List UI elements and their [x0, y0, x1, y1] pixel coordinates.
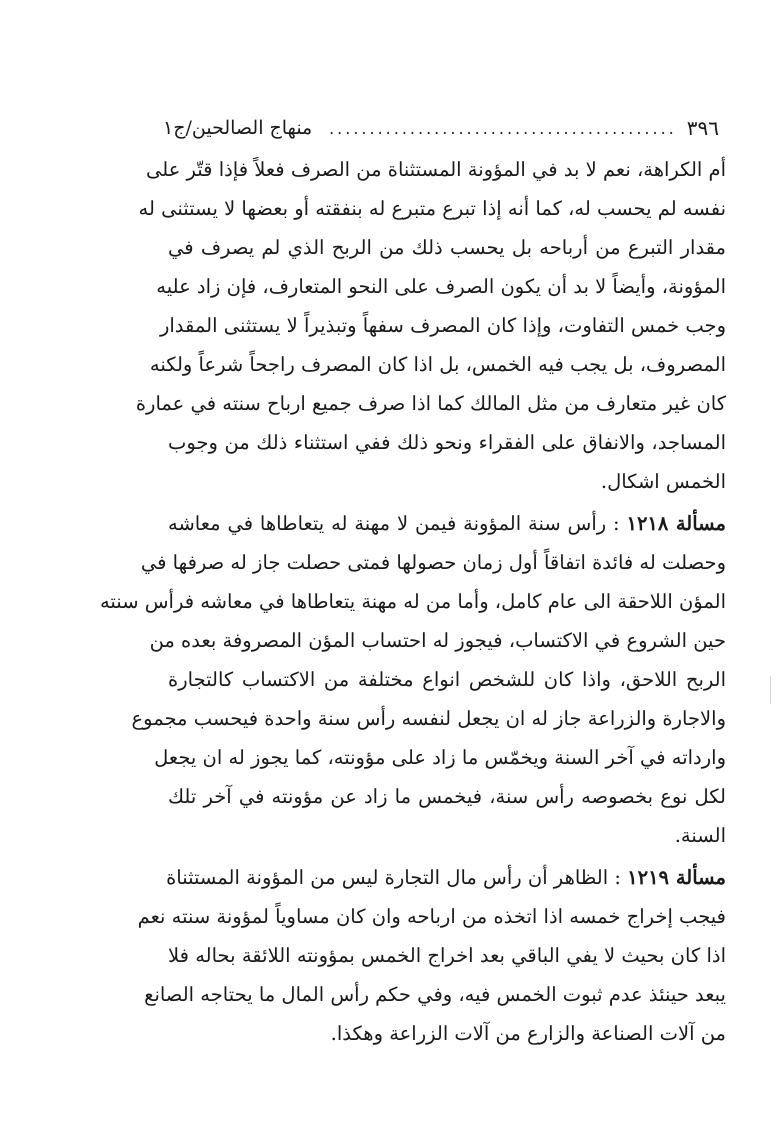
text-line: اذا كان بحيث لا يفي الباقي بعد اخراج الخمس بمؤونته اللائقة بحاله فلا [168, 944, 726, 967]
text-line: والاجارة والزراعة جاز له ان يجعل لنفسه رأس سنة واحدة فيحسب مجموع [131, 707, 726, 730]
text-line: يبعد حينئذ عدم ثبوت الخمس فيه، وفي حكم رأس المال ما يحتاجه الصانع [144, 983, 726, 1006]
text-line: الخمس اشكال. [600, 470, 726, 493]
text-line: حين الشروع في الاكتساب، فيجوز له احتساب المؤن المصروفة بعده من [149, 629, 726, 652]
text-line: مسألة ١٢١٨ : رأس سنة المؤونة فيمن لا مهنة له يتعاطاها في معاشه [168, 512, 727, 535]
text-line: أم الكراهة، نعم لا بد في المؤونة المستثناة من الصرف فعلاً فإذا قتّر على [146, 158, 726, 181]
header-leader-dots: ........................................... [329, 118, 677, 138]
page-number: ٣٩٦ [686, 116, 719, 140]
text-line: مسألة ١٢١٩ : الظاهر أن رأس مال التجارة ليس من المؤونة المستثناة [166, 866, 726, 889]
text-line: كان غير متعارف من مثل المالك كما اذا صرف جميع ارباح سنته في عمارة [135, 392, 726, 415]
text-line: المؤن اللاحقة الى عام كامل، وأما من له مهنة يتعاطاها في معاشه فرأس سنته [99, 590, 726, 613]
text-line: وارداته في آخر السنة ويخمّس ما زاد على مؤونته، كما يجوز له ان يجعل [154, 746, 726, 769]
text-line: من آلات الصناعة والزارع من آلات الزراعة وهكذا. [330, 1022, 726, 1045]
text-line: المساجد، والانفاق على الفقراء ونحو ذلك ففي استثناء ذلك من وجوب [168, 431, 726, 454]
paragraph [135, 150, 726, 501]
paragraph-issue-1219 [137, 858, 726, 1053]
text-line: وجب خمس التفاوت، وإذا كان المصرف سفهاً وتبذيراً لا يستثنى المقدار [159, 314, 726, 337]
issue-heading: مسألة ١٢١٨ [626, 512, 727, 535]
book-title: منهاج الصالحين/ج١ [163, 117, 313, 139]
text-line: فيجب إخراج خمسه اذا اتخذه من ارباحه وان كان مساوياً لمؤونة سنته نعم [137, 905, 726, 928]
paragraph-issue-1218 [99, 504, 727, 855]
body-text [99, 150, 727, 1053]
text-line: الربح اللاحق، واذا كان للشخص انواع مختلفة من الاكتساب كالتجارة [168, 668, 726, 691]
text-line: وحصلت له فائدة اتفاقاً أول زمان حصولها فمتى حصلت جاز له صرفها في [140, 551, 726, 574]
text-line: السنة. [674, 824, 726, 847]
text-line: لكل نوع بخصوصه رأس سنة، فيخمس ما زاد عن مؤونته في آخر تلك [168, 785, 726, 808]
running-header [163, 112, 719, 144]
text-line: المؤونة، وأيضاً لا بد أن يكون الصرف على النحو المتعارف، فإن زاد عليه [156, 275, 726, 298]
scan-edge-mark [770, 676, 771, 704]
text-line: نفسه لم يحسب له، كما أنه إذا تبرع متبرع له بنفقته أو بعضها لا يستثنى له [138, 197, 726, 220]
issue-heading: مسألة ١٢١٩ [627, 866, 726, 889]
text-line: المصروف، بل يجب فيه الخمس، بل اذا كان المصرف راجحاً شرعاً ولكنه [149, 353, 726, 376]
text-line: مقدار التبرع من أرباحه بل يحسب ذلك من الربح الذي لم يصرف في [168, 236, 726, 259]
